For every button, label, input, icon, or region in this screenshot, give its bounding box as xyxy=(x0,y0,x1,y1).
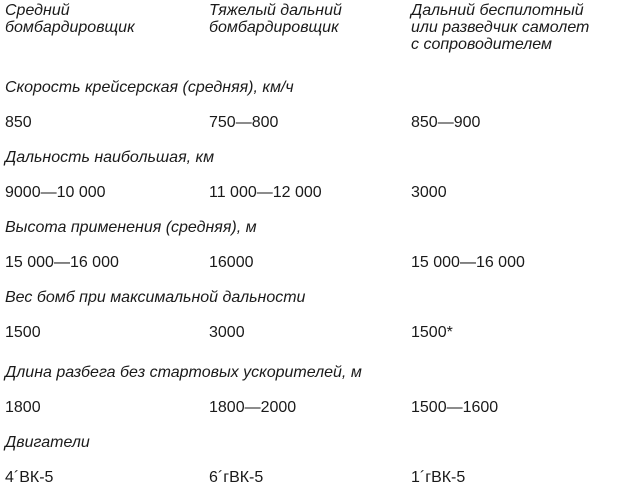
section-label-text: Длина разбега без стартовых ускорителей, м xyxy=(5,364,362,381)
section-label-text: Вес бомб при максимальной дальности xyxy=(5,289,306,306)
section-label-text: Высота применения (средняя), м xyxy=(5,219,257,236)
value-unmanned: 850—900 xyxy=(411,114,481,131)
value-heavy-bomber: 750—800 xyxy=(209,114,279,131)
table-row-altitude xyxy=(0,252,620,274)
section-label-engines xyxy=(0,432,620,454)
section-label-altitude xyxy=(0,217,620,239)
table-row-cruise-speed xyxy=(0,112,620,134)
table-row-takeoff-run xyxy=(0,397,620,419)
section-label-takeoff-run xyxy=(0,362,620,384)
value-medium-bomber: 1800 xyxy=(5,399,41,416)
header-unmanned-or-recon-aircraft: Дальний беспилотный или разведчик самолет с сопроводителем xyxy=(411,2,590,53)
value-medium-bomber: 1500 xyxy=(5,324,41,341)
value-unmanned: 1500* xyxy=(411,324,453,341)
value-unmanned: 3000 xyxy=(411,184,447,201)
section-label-cruise-speed xyxy=(0,77,620,99)
value-medium-bomber: 4´ВК-5 xyxy=(5,469,54,486)
value-heavy-bomber: 11 000—12 000 xyxy=(209,184,322,201)
table-row-bomb-weight xyxy=(0,322,620,344)
value-heavy-bomber: 16000 xyxy=(209,254,254,271)
section-label-text: Скорость крейсерская (средняя), км/ч xyxy=(5,79,294,96)
table-row-engines xyxy=(0,467,620,489)
value-heavy-bomber: 6´гВК-5 xyxy=(209,469,264,486)
table-header xyxy=(0,2,620,68)
value-medium-bomber: 15 000—16 000 xyxy=(5,254,119,271)
header-medium-bomber: Средний бомбардировщик xyxy=(5,2,135,36)
section-label-bomb-weight xyxy=(0,287,620,309)
value-unmanned: 1´гВК-5 xyxy=(411,469,466,486)
section-label-text: Дальность наибольшая, км xyxy=(5,149,215,166)
value-unmanned: 15 000—16 000 xyxy=(411,254,525,271)
value-medium-bomber: 850 xyxy=(5,114,32,131)
value-heavy-bomber: 3000 xyxy=(209,324,245,341)
value-heavy-bomber: 1800—2000 xyxy=(209,399,297,416)
value-unmanned: 1500—1600 xyxy=(411,399,499,416)
header-heavy-long-range-bomber: Тяжелый дальний бомбардировщик xyxy=(209,2,342,36)
value-medium-bomber: 9000—10 000 xyxy=(5,184,106,201)
section-label-max-range xyxy=(0,147,620,169)
section-label-text: Двигатели xyxy=(5,434,90,451)
table-row-max-range xyxy=(0,182,620,204)
